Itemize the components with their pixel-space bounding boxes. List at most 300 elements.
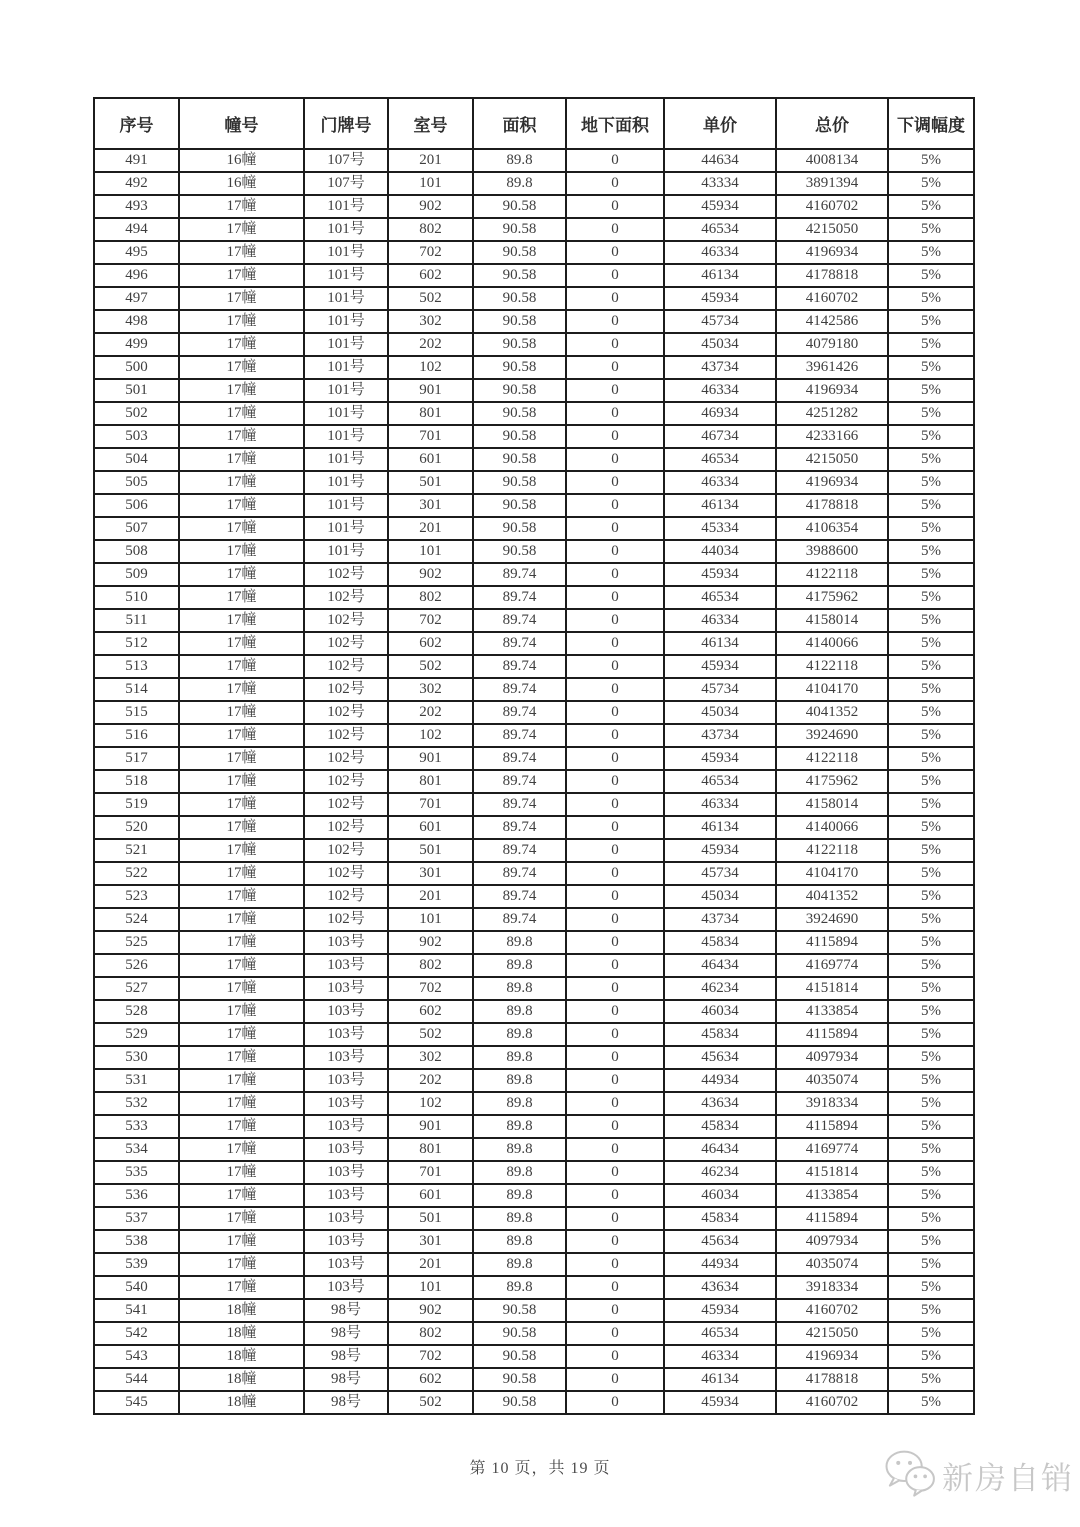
table-cell: 502 [388,655,473,678]
table-row [94,655,974,678]
table-cell: 5% [888,1000,974,1023]
table-cell: 519 [94,793,179,816]
table-row [94,1322,974,1345]
table-cell: 5% [888,425,974,448]
table-row [94,471,974,494]
table-cell: 540 [94,1276,179,1299]
table-cell: 45934 [664,1391,776,1414]
table-row [94,1345,974,1368]
table-cell: 43634 [664,1276,776,1299]
table-row [94,356,974,379]
table-cell: 89.74 [473,793,566,816]
table-cell: 602 [388,1368,473,1391]
table-cell: 4122118 [776,655,888,678]
table-cell: 89.74 [473,701,566,724]
table-cell: 531 [94,1069,179,1092]
table-cell: 103号 [304,1207,388,1230]
table-cell: 90.58 [473,333,566,356]
table-row [94,1069,974,1092]
table-row [94,1207,974,1230]
table-cell: 17幢 [179,425,304,448]
table-cell: 101号 [304,402,388,425]
table-cell: 507 [94,517,179,540]
table-cell: 103号 [304,1253,388,1276]
table-row [94,563,974,586]
table-cell: 90.58 [473,517,566,540]
table-cell: 4041352 [776,701,888,724]
table-cell: 16幢 [179,149,304,172]
table-cell: 492 [94,172,179,195]
table-cell: 103号 [304,1023,388,1046]
table-cell: 45834 [664,1115,776,1138]
table-cell: 17幢 [179,379,304,402]
table-cell: 545 [94,1391,179,1414]
table-cell: 498 [94,310,179,333]
table-cell: 537 [94,1207,179,1230]
table-cell: 103号 [304,1000,388,1023]
table-cell: 98号 [304,1345,388,1368]
table-cell: 89.74 [473,563,566,586]
table-row [94,448,974,471]
table-cell: 46134 [664,632,776,655]
table-cell: 802 [388,218,473,241]
table-cell: 510 [94,586,179,609]
table-cell: 508 [94,540,179,563]
brand-watermark [884,1448,1074,1503]
table-cell: 0 [566,862,664,885]
table-cell: 44934 [664,1069,776,1092]
table-cell: 5% [888,149,974,172]
table-cell: 0 [566,149,664,172]
table-cell: 101号 [304,379,388,402]
table-row [94,402,974,425]
table-row [94,816,974,839]
table-cell: 5% [888,218,974,241]
table-cell: 0 [566,701,664,724]
table-cell: 201 [388,885,473,908]
table-cell: 0 [566,1023,664,1046]
table-cell: 0 [566,655,664,678]
table-cell: 4169774 [776,954,888,977]
table-cell: 90.58 [473,402,566,425]
table-row [94,1138,974,1161]
column-header-underground-area: 地下面积 [566,98,664,149]
table-row [94,1115,974,1138]
table-row [94,540,974,563]
table-cell: 101号 [304,471,388,494]
table-cell: 902 [388,931,473,954]
table-row [94,1230,974,1253]
table-cell: 46534 [664,448,776,471]
table-row [94,793,974,816]
table-cell: 525 [94,931,179,954]
table-cell: 501 [388,471,473,494]
table-cell: 45634 [664,1230,776,1253]
table-cell: 0 [566,839,664,862]
table-cell: 529 [94,1023,179,1046]
table-cell: 107号 [304,172,388,195]
table-cell: 89.8 [473,1230,566,1253]
table-cell: 491 [94,149,179,172]
table-cell: 528 [94,1000,179,1023]
table-cell: 5% [888,310,974,333]
table-cell: 45334 [664,517,776,540]
table-cell: 5% [888,540,974,563]
table-cell: 4178818 [776,1368,888,1391]
table-cell: 0 [566,1345,664,1368]
table-cell: 702 [388,1345,473,1368]
table-cell: 45934 [664,287,776,310]
table-cell: 5% [888,563,974,586]
table-cell: 902 [388,563,473,586]
table-cell: 526 [94,954,179,977]
table-cell: 496 [94,264,179,287]
table-cell: 17幢 [179,885,304,908]
table-row [94,333,974,356]
table-cell: 17幢 [179,586,304,609]
table-cell: 4097934 [776,1046,888,1069]
table-cell: 201 [388,149,473,172]
table-cell: 302 [388,678,473,701]
table-cell: 102号 [304,908,388,931]
table-cell: 5% [888,1046,974,1069]
table-cell: 4178818 [776,264,888,287]
table-cell: 46934 [664,402,776,425]
table-cell: 4106354 [776,517,888,540]
table-cell: 500 [94,356,179,379]
table-cell: 45934 [664,655,776,678]
table-cell: 301 [388,494,473,517]
table-cell: 601 [388,448,473,471]
table-cell: 4140066 [776,632,888,655]
table-cell: 5% [888,1276,974,1299]
table-cell: 495 [94,241,179,264]
table-cell: 601 [388,816,473,839]
table-cell: 538 [94,1230,179,1253]
table-cell: 101号 [304,333,388,356]
table-cell: 102号 [304,885,388,908]
table-cell: 103号 [304,1230,388,1253]
table-cell: 17幢 [179,563,304,586]
table-cell: 0 [566,1092,664,1115]
table-cell: 101号 [304,425,388,448]
table-cell: 89.8 [473,1115,566,1138]
table-cell: 5% [888,931,974,954]
table-cell: 46434 [664,1138,776,1161]
table-cell: 5% [888,977,974,1000]
table-cell: 102号 [304,609,388,632]
table-cell: 494 [94,218,179,241]
table-cell: 5% [888,816,974,839]
table-cell: 5% [888,1299,974,1322]
table-cell: 4151814 [776,977,888,1000]
table-row [94,977,974,1000]
table-cell: 0 [566,586,664,609]
table-cell: 0 [566,310,664,333]
table-cell: 0 [566,540,664,563]
table-cell: 102号 [304,632,388,655]
table-cell: 43734 [664,724,776,747]
table-cell: 17幢 [179,678,304,701]
table-cell: 0 [566,1161,664,1184]
table-row [94,1368,974,1391]
table-cell: 3961426 [776,356,888,379]
table-cell: 89.74 [473,885,566,908]
table-cell: 5% [888,1322,974,1345]
table-cell: 103号 [304,1115,388,1138]
table-cell: 102号 [304,678,388,701]
table-cell: 89.74 [473,678,566,701]
table-cell: 0 [566,1184,664,1207]
table-cell: 90.58 [473,379,566,402]
table-row [94,1161,974,1184]
table-cell: 0 [566,563,664,586]
table-cell: 4133854 [776,1000,888,1023]
page-indicator: 第 10 页，共 19 页 [469,1460,611,1477]
table-cell: 4215050 [776,218,888,241]
table-row [94,701,974,724]
table-cell: 98号 [304,1391,388,1414]
table-cell: 5% [888,586,974,609]
table-cell: 46034 [664,1000,776,1023]
table-cell: 702 [388,241,473,264]
table-cell: 902 [388,195,473,218]
table-cell: 202 [388,701,473,724]
table-cell: 4196934 [776,379,888,402]
table-cell: 17幢 [179,218,304,241]
table-cell: 103号 [304,1069,388,1092]
table-cell: 5% [888,1184,974,1207]
table-cell: 0 [566,172,664,195]
table-cell: 89.8 [473,1046,566,1069]
table-cell: 3988600 [776,540,888,563]
table-cell: 43334 [664,172,776,195]
table-cell: 89.8 [473,1138,566,1161]
table-cell: 701 [388,793,473,816]
table-row [94,425,974,448]
table-cell: 5% [888,908,974,931]
table-cell: 4142586 [776,310,888,333]
table-cell: 0 [566,793,664,816]
table-cell: 90.58 [473,494,566,517]
table-cell: 701 [388,425,473,448]
table-cell: 5% [888,885,974,908]
table-cell: 101号 [304,195,388,218]
table-cell: 0 [566,747,664,770]
table-row [94,609,974,632]
table-cell: 5% [888,402,974,425]
table-cell: 45034 [664,701,776,724]
table-row [94,632,974,655]
table-cell: 534 [94,1138,179,1161]
table-cell: 17幢 [179,1046,304,1069]
table-cell: 533 [94,1115,179,1138]
table-cell: 4233166 [776,425,888,448]
table-cell: 17幢 [179,494,304,517]
table-cell: 101号 [304,448,388,471]
housing-price-table [93,97,975,1415]
table-cell: 5% [888,448,974,471]
table-cell: 201 [388,1253,473,1276]
table-cell: 103号 [304,931,388,954]
table-cell: 202 [388,333,473,356]
table-cell: 45934 [664,1299,776,1322]
table-row [94,724,974,747]
table-cell: 4169774 [776,1138,888,1161]
table-cell: 4160702 [776,1299,888,1322]
table-cell: 5% [888,1253,974,1276]
table-cell: 5% [888,954,974,977]
table-cell: 5% [888,172,974,195]
table-cell: 4140066 [776,816,888,839]
table-row [94,1184,974,1207]
table-cell: 46534 [664,218,776,241]
table-cell: 46434 [664,954,776,977]
table-cell: 4251282 [776,402,888,425]
table-row [94,678,974,701]
table-cell: 89.74 [473,655,566,678]
table-cell: 17幢 [179,655,304,678]
table-row [94,517,974,540]
table-cell: 17幢 [179,517,304,540]
table-cell: 702 [388,609,473,632]
table-cell: 201 [388,517,473,540]
table-cell: 46134 [664,494,776,517]
column-header-building: 幢号 [179,98,304,149]
table-cell: 0 [566,1207,664,1230]
table-cell: 602 [388,1000,473,1023]
table-cell: 302 [388,1046,473,1069]
table-cell: 0 [566,977,664,1000]
table-cell: 5% [888,839,974,862]
table-cell: 0 [566,954,664,977]
table-cell: 45634 [664,1046,776,1069]
table-cell: 101号 [304,494,388,517]
table-cell: 0 [566,195,664,218]
table-cell: 46034 [664,1184,776,1207]
table-cell: 44034 [664,540,776,563]
table-header-row [94,98,974,149]
table-cell: 5% [888,379,974,402]
table-cell: 43634 [664,1092,776,1115]
table-cell: 501 [388,839,473,862]
table-cell: 901 [388,379,473,402]
table-cell: 0 [566,816,664,839]
table-cell: 17幢 [179,1023,304,1046]
table-cell: 701 [388,1161,473,1184]
table-cell: 45034 [664,333,776,356]
table-cell: 90.58 [473,1345,566,1368]
table-cell: 98号 [304,1299,388,1322]
table-row [94,747,974,770]
table-cell: 0 [566,1230,664,1253]
table-cell: 46334 [664,793,776,816]
table-cell: 17幢 [179,448,304,471]
table-cell: 0 [566,1115,664,1138]
table-cell: 502 [94,402,179,425]
table-cell: 0 [566,1368,664,1391]
table-cell: 102号 [304,563,388,586]
table-cell: 102号 [304,862,388,885]
table-cell: 4215050 [776,448,888,471]
column-header-unit-price: 单价 [664,98,776,149]
table-cell: 18幢 [179,1391,304,1414]
column-header-serial: 序号 [94,98,179,149]
table-cell: 801 [388,1138,473,1161]
table-cell: 0 [566,494,664,517]
table-cell: 543 [94,1345,179,1368]
table-cell: 89.74 [473,724,566,747]
table-cell: 90.58 [473,471,566,494]
table-cell: 5% [888,862,974,885]
table-cell: 89.8 [473,1023,566,1046]
table-cell: 17幢 [179,701,304,724]
table-cell: 532 [94,1092,179,1115]
table-cell: 98号 [304,1322,388,1345]
table-cell: 520 [94,816,179,839]
table-cell: 46134 [664,264,776,287]
table-cell: 0 [566,609,664,632]
table-row [94,1023,974,1046]
table-cell: 4178818 [776,494,888,517]
table-cell: 5% [888,287,974,310]
table-cell: 45934 [664,195,776,218]
table-cell: 0 [566,1046,664,1069]
table-cell: 89.8 [473,1092,566,1115]
table-cell: 5% [888,632,974,655]
table-cell: 17幢 [179,356,304,379]
table-cell: 90.58 [473,1368,566,1391]
table-cell: 90.58 [473,1299,566,1322]
table-cell: 89.8 [473,1069,566,1092]
table-cell: 802 [388,1322,473,1345]
table-cell: 89.8 [473,172,566,195]
table-cell: 89.8 [473,1207,566,1230]
table-row [94,172,974,195]
table-cell: 102 [388,356,473,379]
table-cell: 4041352 [776,885,888,908]
table-cell: 0 [566,1069,664,1092]
table-cell: 5% [888,195,974,218]
table-body [94,149,974,1414]
table-cell: 4196934 [776,471,888,494]
table-cell: 702 [388,977,473,1000]
table-cell: 0 [566,1322,664,1345]
table-cell: 4035074 [776,1069,888,1092]
table-cell: 89.8 [473,1276,566,1299]
table-cell: 46734 [664,425,776,448]
table-cell: 301 [388,1230,473,1253]
table-cell: 501 [388,1207,473,1230]
table-cell: 504 [94,448,179,471]
table-row [94,954,974,977]
table-cell: 4115894 [776,1023,888,1046]
table-cell: 89.8 [473,1184,566,1207]
column-header-reduction: 下调幅度 [888,98,974,149]
table-cell: 89.74 [473,816,566,839]
table-cell: 3918334 [776,1276,888,1299]
table-cell: 17幢 [179,724,304,747]
table-cell: 5% [888,333,974,356]
table-cell: 0 [566,678,664,701]
table-cell: 101号 [304,540,388,563]
table-cell: 101 [388,540,473,563]
table-cell: 0 [566,471,664,494]
table-cell: 90.58 [473,540,566,563]
table-cell: 102号 [304,586,388,609]
table-cell: 17幢 [179,977,304,1000]
table-cell: 44634 [664,149,776,172]
